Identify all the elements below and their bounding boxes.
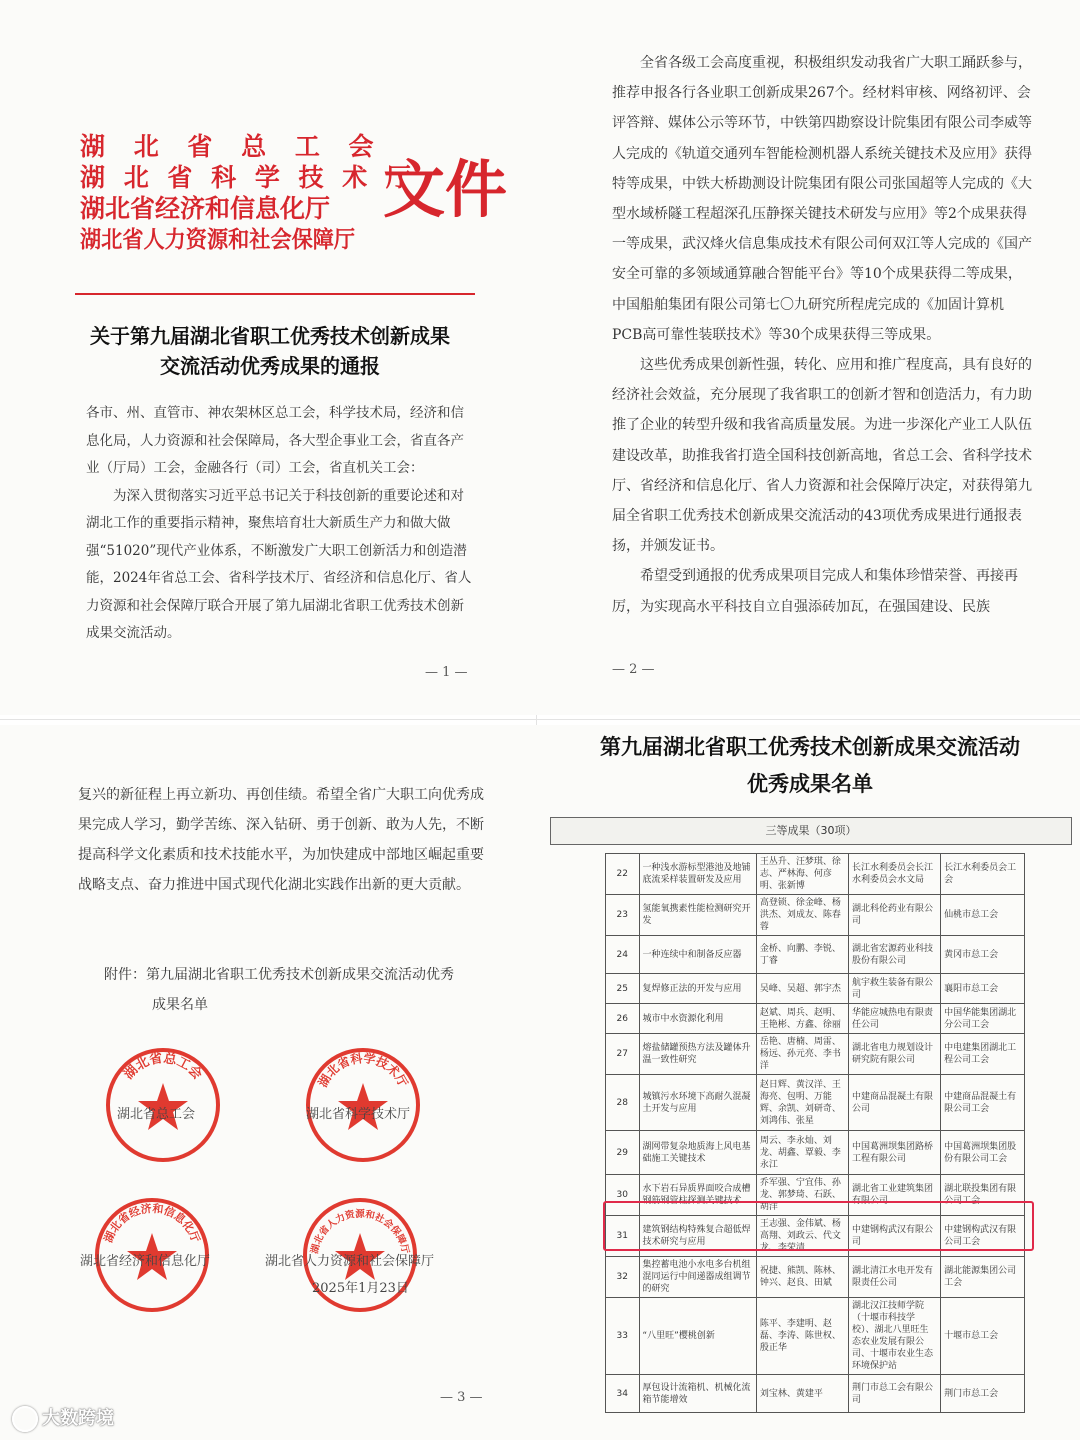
cell-union: 荆门市总工会 — [941, 1375, 1025, 1413]
notice-title-line2: 交流活动优秀成果的通报 — [160, 354, 380, 378]
cell-unit: 湖北清江水电开发有限责任公司 — [849, 1257, 941, 1298]
issue-date: 2025年1月23日 — [312, 1281, 409, 1296]
cell-project: 城镇污水环境下高耐久混凝土开发与应用 — [639, 1075, 756, 1131]
issuer-1: 湖 北 省 总 工 会 — [80, 132, 384, 161]
cell-no: 22 — [606, 854, 640, 895]
table-row — [606, 1298, 1025, 1375]
watermark-text: 大数跨境 — [42, 1408, 114, 1429]
cell-union: 仙桃市总工会 — [941, 895, 1025, 936]
cell-unit: 中建钢构武汉有限公司 — [849, 1216, 941, 1257]
seal-label-1: 湖北省总工会 — [117, 1107, 196, 1122]
cell-project: 厚包设计流箱机、机械化流箱节能增效 — [639, 1375, 756, 1413]
list-title-line2: 优秀成果名单 — [747, 771, 873, 796]
background-paragraph: 为深入贯彻落实习近平总书记关于科技创新的重要论述和对湖北工作的重要指示精神，聚焦培育壮大新质生产力和做大做强“51020”现代产业体系，不断激发广大职工创新活力和创造潜能，2024年省总工会、省科学技术厅、省经济和信息化厅、省人力资源和社会保障厅联合开展了第九届湖北省职工优秀技术创新成果交流活动。 — [86, 487, 472, 641]
cell-union: 黄冈市总工会 — [941, 936, 1025, 974]
cell-unit: 航宇救生装备有限公司 — [849, 974, 941, 1004]
cell-no: 33 — [606, 1298, 640, 1375]
results-paragraph: 全省各级工会高度重视，积极组织发动我省广大职工踊跃参与，推荐申报各行各业职工创新成果267个。经材料审核、网络初评、会评答辩、媒体公示等环节，中铁第四勘察设计院集团有限公司李威等人完成的《轨道交通列车智能检测机器人系统关键技术及应用》获得特等成果，中铁大桥勘测设计院集团有限公司张国超等人完成的《大型水域桥隧工程超深孔压静探关键技术研发与应用》等2个成果获得一等成果，武汉烽火信息集成技术有限公司何双江等人完成的《国产安全可靠的多领域通算融合智能平台》等10个成果获得二等成果，中国船舶集团有限公司第七〇九研究所程虎完成的《加固计算机PCB高可靠性装联技术》等30个成果获得三等成果。 — [612, 55, 1032, 343]
cell-union: 中电建集团湖北工程公司工会 — [941, 1034, 1025, 1075]
cell-people: 祝捷、熊凯、陈林、钟兴、赵良、田斌 — [756, 1257, 848, 1298]
notice-title-line1: 关于第九届湖北省职工优秀技术创新成果 — [90, 324, 450, 348]
cell-union: 长江水利委员会工会 — [941, 854, 1025, 895]
cell-unit: 中国葛洲坝集团路桥工程有限公司 — [849, 1131, 941, 1175]
cell-unit: 湖北科伦药业有限公司 — [849, 895, 941, 936]
cell-project: 氢能氧携素性能检测研究开发 — [639, 895, 756, 936]
notice-body-p1 — [86, 400, 476, 648]
seal-label-2: 湖北省科学技术厅 — [306, 1107, 411, 1122]
hope-paragraph: 希望受到通报的优秀成果项目完成人和集体珍惜荣誉、再接再厉，为实现高水平科技自立自强添砖加瓦，在强国建设、民族 — [612, 568, 1018, 615]
cell-unit: 湖北省工业建筑集团有限公司 — [849, 1175, 941, 1216]
cell-project: 城市中水资源化利用 — [639, 1004, 756, 1034]
cell-people: 高登锁、徐金峰、杨洪杰、刘成友、陈春蓉 — [756, 895, 848, 936]
cell-project: 集控蓄电池小水电多台机组混同运行中间递器成组调节的研究 — [639, 1257, 756, 1298]
svg-text:湖北省总工会: 湖北省总工会 — [121, 1051, 205, 1083]
table-row — [606, 895, 1025, 936]
list-title-line1: 第九届湖北省职工优秀技术创新成果交流活动 — [600, 734, 1020, 759]
cell-no: 25 — [606, 974, 640, 1004]
cell-union: 中国葛洲坝集团股份有限公司工会 — [941, 1131, 1025, 1175]
issuer-3: 湖北省经济和信息化厅 — [80, 194, 331, 223]
cell-people: 周云、李永灿、刘龙、胡鑫、覃毅、李永江 — [756, 1131, 848, 1175]
cell-unit: 湖北省电力规划设计研究院有限公司 — [849, 1034, 941, 1075]
red-rule — [75, 293, 475, 295]
seal-label-3: 湖北省经济和信息化厅 — [80, 1254, 211, 1269]
cell-people: 陈平、李建明、赵磊、李涛、陈世权、殷正华 — [756, 1298, 848, 1375]
cell-union: 襄阳市总工会 — [941, 974, 1025, 1004]
svg-text:湖北省经济和信息化厅: 湖北省经济和信息化厅 — [101, 1201, 203, 1245]
table-row — [606, 1257, 1025, 1298]
table-row — [606, 1004, 1025, 1034]
cell-unit: 荆门市总工会有限公司 — [849, 1375, 941, 1413]
cell-project: 一种浅水游标型港池及地铺底流采样装置研发及应用 — [639, 854, 756, 895]
table-row — [606, 974, 1025, 1004]
table-row — [606, 1375, 1025, 1413]
issuer-4: 湖北省人力资源和社会保障厅 — [80, 226, 356, 253]
cell-no: 26 — [606, 1004, 640, 1034]
highlight-box — [603, 1201, 1034, 1251]
page-number: — 1 — — [425, 665, 468, 680]
svg-text:湖北省科学技术厅: 湖北省科学技术厅 — [315, 1051, 411, 1090]
cell-project: 水下岩石异质界面咬合成槽钢筋钢管柱探测关键技术 — [639, 1175, 756, 1216]
cell-project: 复焊修正法的开发与应用 — [639, 974, 756, 1004]
cell-people: 赵日辉、黄汉洋、王海亮、包明、万能辉、余凯、刘研奇、刘鸿伟、张星 — [756, 1075, 848, 1131]
attachment-line2: 成果名单 — [152, 997, 208, 1013]
cell-no: 32 — [606, 1257, 640, 1298]
cell-union: 中国华能集团湖北分公司工会 — [941, 1004, 1025, 1034]
document-page-2 — [540, 0, 1080, 715]
section-header: 三等成果（30项） — [550, 817, 1072, 845]
cell-no: 27 — [606, 1034, 640, 1075]
attachment-note — [104, 960, 504, 1020]
cell-union: 中建钢构武汉有限公司工会 — [941, 1216, 1025, 1257]
cell-project: “八里旺”樱桃创新 — [639, 1298, 756, 1375]
issuer-2: 湖 北 省 科 学 技 术 厅 — [80, 163, 416, 192]
notice-body-p2 — [612, 48, 1032, 622]
table-row — [606, 1131, 1025, 1175]
cell-unit: 华能应城热电有限责任公司 — [849, 1004, 941, 1034]
cell-people: 吴峰、吴超、郭宇杰 — [756, 974, 848, 1004]
closing-paragraph: 复兴的新征程上再立新功、再创佳绩。希望全省广大职工向优秀成果完成人学习，勤学苦练、深入钻研、勇于创新、敢为人先，不断提高科学文化素质和技术技能水平，为加快建成中部地区崛起重要战略支点、奋力推进中国式现代化湖北实践作出新的更大贡献。 — [78, 787, 484, 893]
cell-union: 中建商品混凝土有限公司工会 — [941, 1075, 1025, 1131]
cell-project: 熔盐储罐预热方法及罐体升温一致性研究 — [639, 1034, 756, 1075]
cell-people: 王志强、金伟斌、杨高翔、刘政云、代文龙、李荣清 — [756, 1216, 848, 1257]
document-page-4 — [540, 725, 1080, 1440]
cell-unit: 中建商品混凝土有限公司 — [849, 1075, 941, 1131]
results-table — [605, 853, 1025, 1413]
praise-paragraph: 这些优秀成果创新性强，转化、应用和推广程度高，具有良好的经济社会效益，充分展现了我省职工的创新才智和创造活力，有力助推了企业的转型升级和我省高质量发展。为进一步深化产业工人队伍建设改革，助推我省打造全国科技创新高地，省总工会、省科学技术厅、省经济和信息化厅、省人力资源和社会保障厅决定，对获得第九届全省职工优秀技术创新成果交流活动的43项优秀成果进行通报表扬，并颁发证书。 — [612, 357, 1032, 555]
cell-no: 34 — [606, 1375, 640, 1413]
watermark — [12, 1404, 114, 1432]
cell-people: 赵斌、周兵、赵明、王艳彬、方鑫、徐丽 — [756, 1004, 848, 1034]
cell-people: 乔军强、宁宜伟、孙龙、郭梦琦、石跃、胡洋 — [756, 1175, 848, 1216]
cell-project: 一种连续中和制备反应器 — [639, 936, 756, 974]
cell-no: 28 — [606, 1075, 640, 1131]
table-row — [606, 1034, 1025, 1075]
cell-union: 湖北联投集团有限公司工会 — [941, 1175, 1025, 1216]
table-row — [606, 854, 1025, 895]
cell-no: 24 — [606, 936, 640, 974]
recipients-paragraph: 各市、州、直管市、神农架林区总工会，科学技术局，经济和信息化局，人力资源和社会保障局，各大型企事业工会，省直各产业（厅局）工会，金融各行（司）工会，省直机关工会： — [86, 405, 464, 476]
svg-text:湖北省人力资源和社会保障厅: 湖北省人力资源和社会保障厅 — [309, 1208, 411, 1255]
cell-no: 23 — [606, 895, 640, 936]
document-page-1 — [0, 0, 540, 715]
attachment-line1: 附件：第九届湖北省职工优秀技术创新成果交流活动优秀 — [104, 967, 454, 983]
cell-people: 王丛升、汪梦琪、徐志、严林海、何彦明、张新博 — [756, 854, 848, 895]
page-number: — 3 — — [440, 1390, 483, 1405]
cell-people: 金桥、向鹏、李锐、丁睿 — [756, 936, 848, 974]
cell-unit: 湖北省宏源药业科技股份有限公司 — [849, 936, 941, 974]
cell-unit: 长江水利委员会长江水利委员会水文局 — [849, 854, 941, 895]
cell-people: 岳艳、唐楠、周雷、杨远、孙元亮、李书洋 — [756, 1034, 848, 1075]
cell-no: 31 — [606, 1216, 640, 1257]
page-number: — 2 — — [612, 662, 655, 677]
cell-no: 29 — [606, 1131, 640, 1175]
results-table-wrapper — [605, 853, 1025, 1413]
watermark-logo-icon — [12, 1406, 38, 1432]
cell-no: 30 — [606, 1175, 640, 1216]
notice-body-p3 — [78, 780, 486, 900]
cell-project: 湖网带复杂地质海上风电基础施工关键技术 — [639, 1131, 756, 1175]
document-page-3 — [0, 725, 540, 1440]
cell-unit: 湖北汉江技师学院（十堰市科技学校）、湖北八里旺生态农业发展有限公司、十堰市农业生态环境保护站 — [849, 1298, 941, 1375]
document-label: 文件 — [383, 153, 508, 226]
cell-project: 建筑钢结构特殊复合超低焊技术研究与应用 — [639, 1216, 756, 1257]
cell-union: 十堰市总工会 — [941, 1298, 1025, 1375]
cell-people: 刘宝林、黄建平 — [756, 1375, 848, 1413]
table-row — [606, 936, 1025, 974]
cell-union: 湖北能源集团公司工会 — [941, 1257, 1025, 1298]
table-row — [606, 1075, 1025, 1131]
page-divider-horizontal — [0, 719, 1080, 720]
seal-label-4: 湖北省人力资源和社会保障厅 — [265, 1254, 435, 1269]
